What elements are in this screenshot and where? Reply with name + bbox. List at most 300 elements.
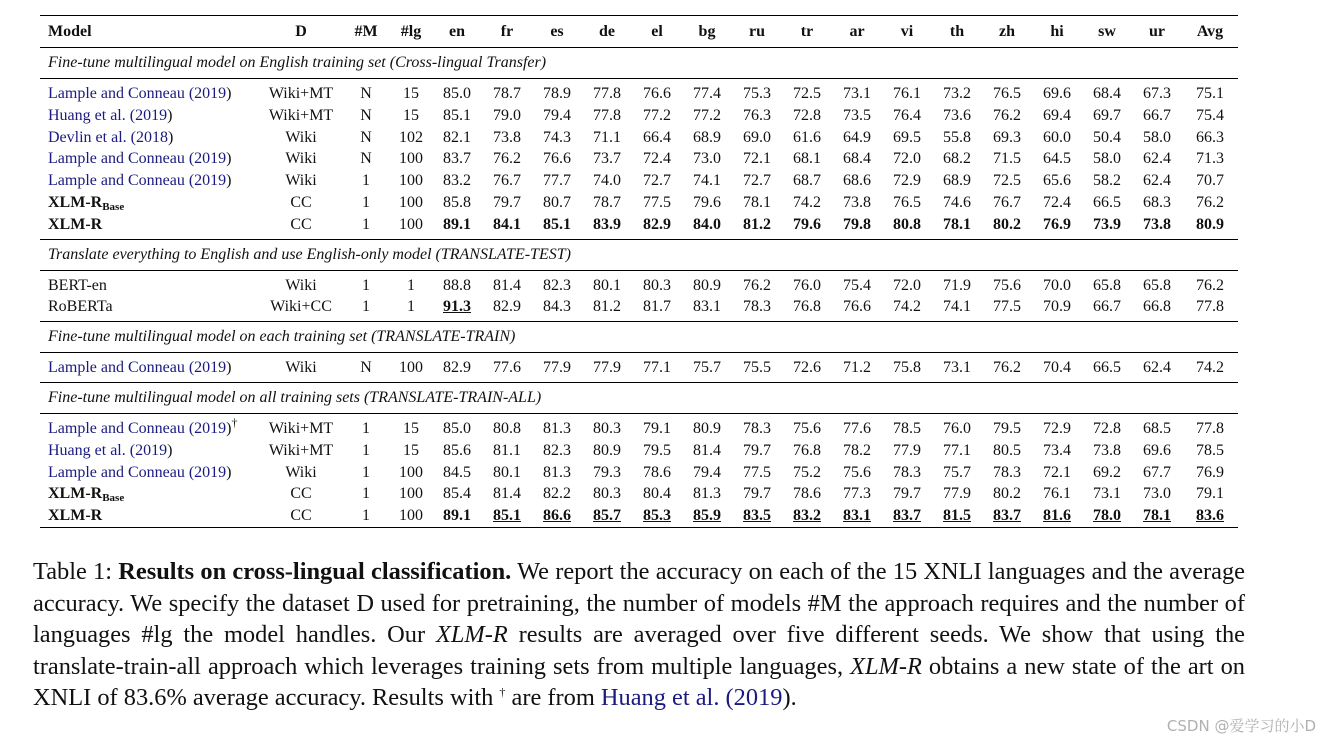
score-cell: 76.8 [782,296,832,321]
model-citation-link[interactable]: Devlin et al. (2018 [48,128,168,146]
score-cell: 62.4 [1143,172,1171,190]
table-row [40,127,1238,149]
score-cell: 74.6 [943,193,971,211]
score-cell: 78.2 [843,441,871,459]
model-name: Lample and Conneau [48,463,185,481]
score-cell: 91.3 [432,296,482,321]
citation-year: 2019 [135,106,168,124]
table-row [40,483,1238,505]
score-cell: 85.9 [682,505,732,527]
model-citation-link[interactable]: Huang et al. (2019 [48,441,168,459]
score-cell: 82.3 [543,276,571,294]
score-cell: 81.2 [732,214,782,239]
score-cell: 80.9 [693,419,721,437]
score-cell: 62.4 [1143,150,1171,168]
score-cell: 84.0 [682,214,732,239]
score-cell: 75.2 [793,463,821,481]
meta-cell: 100 [390,214,432,239]
score-cell: 76.0 [793,276,821,294]
score-cell: 66.7 [1143,106,1171,124]
score-cell: 68.7 [793,172,821,190]
citation-year: 2018 [135,128,168,146]
score-cell: 78.3 [893,463,921,481]
score-cell: 78.7 [493,85,521,102]
score-cell: 73.8 [843,193,871,211]
score-cell: 82.3 [543,441,571,459]
score-cell: 79.1 [1196,485,1224,503]
score-cell: 69.7 [1093,106,1121,124]
meta-cell: Wiki [285,172,317,190]
section-header-row [40,382,1238,413]
section-title: Translate everything to English and use English-only model (TRANSLATE-TEST) [40,239,1238,270]
score-cell: 72.8 [1093,419,1121,437]
score-cell: 81.2 [582,296,632,321]
score-cell: 76.5 [993,85,1021,102]
model-citation-link[interactable]: Lample and Conneau (2019 [48,172,227,190]
score-cell: 82.2 [543,485,571,503]
score-cell: 80.2 [982,214,1032,239]
score-cell: 76.7 [993,193,1021,211]
score-cell: 81.4 [693,441,721,459]
meta-cell: CC [260,505,342,527]
column-header: #lg [390,16,432,48]
score-cell: 76.2 [1196,276,1224,294]
meta-cell: 100 [390,505,432,527]
model-name-cell: Huang et al. (2019) [48,441,173,459]
score-cell: 83.7 [882,505,932,527]
score-cell: 79.4 [543,106,571,124]
score-cell: 76.2 [493,150,521,168]
meta-cell: N [360,128,372,146]
score-cell: 64.5 [1043,150,1071,168]
model-name: XLM-R [48,215,103,233]
score-cell: 73.8 [493,128,521,146]
score-cell: 66.5 [1093,193,1121,211]
score-cell: 80.9 [593,441,621,459]
section-title: Fine-tune multilingual model on all training sets (TRANSLATE-TRAIN-ALL) [40,382,1238,413]
score-cell: 70.4 [1032,353,1082,383]
score-cell: 75.7 [682,353,732,383]
score-cell: 80.5 [993,441,1021,459]
column-header: Avg [1182,16,1238,48]
score-cell: 72.7 [643,172,671,190]
table-row [40,79,1238,105]
score-cell: 79.7 [743,441,771,459]
score-cell: 73.7 [593,150,621,168]
meta-cell: 15 [403,441,419,459]
score-cell: 78.6 [793,485,821,503]
score-cell: 78.0 [1082,505,1132,527]
score-cell: 68.9 [693,128,721,146]
column-header: ru [732,16,782,48]
score-cell: 73.4 [1043,441,1071,459]
score-cell: 76.4 [893,106,921,124]
column-header: el [632,16,682,48]
meta-cell: 1 [342,214,390,239]
table-row [40,170,1238,192]
model-name-cell: Lample and Conneau (2019) [48,463,232,481]
column-header: hi [1032,16,1082,48]
table-row [40,105,1238,127]
score-cell: 72.0 [893,276,921,294]
score-cell: 80.3 [643,276,671,294]
meta-cell: Wiki+MT [268,441,334,459]
score-cell: 84.5 [443,463,471,481]
score-cell: 77.5 [643,193,671,211]
score-cell: 82.9 [432,353,482,383]
score-cell: 70.9 [1032,296,1082,321]
model-name: Huang et al. [48,441,126,459]
score-cell: 69.2 [1093,463,1121,481]
score-cell: 62.4 [1132,353,1182,383]
meta-cell: 100 [390,353,432,383]
score-cell: 61.6 [793,128,821,146]
score-cell: 77.2 [643,106,671,124]
score-cell: 73.1 [843,85,871,102]
model-name-cell: Lample and Conneau (2019) [48,85,232,102]
score-cell: 76.9 [1196,463,1224,481]
meta-cell: Wiki [285,463,317,481]
model-name: Lample and Conneau [48,359,185,377]
results-table [40,15,1238,528]
section-title: Fine-tune multilingual model on English training set (Cross-lingual Transfer) [40,48,1238,79]
score-cell: 74.2 [882,296,932,321]
score-cell: 76.7 [493,172,521,190]
score-cell: 83.7 [443,150,471,168]
score-cell: 73.8 [1093,441,1121,459]
score-cell: 70.7 [1196,172,1224,190]
score-cell: 79.1 [643,419,671,437]
table-row [40,192,1238,214]
meta-cell: Wiki [285,128,317,146]
column-header: th [932,16,982,48]
score-cell: 72.7 [743,172,771,190]
meta-cell: Wiki+MT [268,419,334,437]
meta-cell: CC [290,193,312,211]
score-cell: 77.3 [843,485,871,503]
score-cell: 74.1 [693,172,721,190]
column-header: bg [682,16,732,48]
score-cell: 72.8 [793,106,821,124]
model-name-cell [40,214,260,239]
score-cell: 70.0 [1043,276,1071,294]
meta-cell: 1 [407,276,415,294]
score-cell: 85.4 [443,485,471,503]
score-cell: 73.0 [1143,485,1171,503]
score-cell: 78.9 [543,85,571,102]
table-row [40,440,1238,462]
score-cell: 78.1 [1132,505,1182,527]
score-cell: 72.4 [1043,193,1071,211]
meta-cell: 1 [362,485,370,503]
score-cell: 74.3 [543,128,571,146]
meta-cell: 1 [362,441,370,459]
model-citation-link[interactable]: Huang et al. (2019 [48,106,168,124]
score-cell: 79.4 [693,463,721,481]
score-cell: 76.6 [643,85,671,102]
score-cell: 75.7 [943,463,971,481]
score-cell: 65.8 [1093,276,1121,294]
column-header: Model [40,16,260,48]
score-cell: 76.2 [982,353,1032,383]
score-cell: 83.7 [982,505,1032,527]
score-cell: 69.6 [1043,85,1071,102]
score-cell: 76.1 [1043,485,1071,503]
score-cell: 81.6 [1032,505,1082,527]
model-name-cell: Lample and Conneau (2019) [40,353,260,383]
score-cell: 80.2 [993,485,1021,503]
score-cell: 76.5 [893,193,921,211]
score-cell: 81.4 [493,485,521,503]
score-cell: 80.9 [1182,214,1238,239]
model-name-cell [40,505,260,527]
score-cell: 79.0 [493,106,521,124]
score-cell: 64.9 [843,128,871,146]
model-citation-link[interactable]: Lample and Conneau (2019 [48,463,227,481]
score-cell: 67.3 [1143,85,1171,102]
caption-end: ). [782,684,797,712]
meta-cell: 100 [399,193,423,211]
model-name: BERT-en [48,276,107,294]
model-name: Devlin et al. [48,128,127,146]
score-cell: 78.1 [743,193,771,211]
caption-text-1: We report the accuracy on each of the 15 XNLI languages and the average accuracy. We specify the dataset D used for pretraining, the number of models #M the approach requires and the number of languages #lg the model handles. Our [33,558,1245,649]
score-cell: 83.2 [782,505,832,527]
score-cell: 75.3 [743,85,771,102]
column-header: ar [832,16,882,48]
score-cell: 72.9 [1043,419,1071,437]
meta-cell: 15 [403,85,419,102]
score-cell: 71.1 [593,128,621,146]
citation-year: 2019 [194,150,227,168]
score-cell: 76.9 [1032,214,1082,239]
score-cell: 80.3 [593,419,621,437]
score-cell: 69.3 [993,128,1021,146]
citation-year: 2019 [733,684,783,712]
score-cell: 73.8 [1132,214,1182,239]
score-cell: 68.4 [843,150,871,168]
model-name: Huang et al. [48,106,126,124]
column-header: #M [342,16,390,48]
table-header-row [40,16,1238,48]
column-header: vi [882,16,932,48]
score-cell: 71.3 [1196,150,1224,168]
score-cell: 84.3 [532,296,582,321]
score-cell: 76.2 [743,276,771,294]
column-header: es [532,16,582,48]
score-cell: 77.1 [943,441,971,459]
score-cell: 73.1 [1093,485,1121,503]
section-title: Fine-tune multilingual model on each training set (TRANSLATE-TRAIN) [40,322,1238,353]
score-cell: 74.1 [932,296,982,321]
table-row [40,214,1238,239]
model-name: RoBERTa [48,298,113,316]
citation-year: 2019 [135,441,168,459]
model-name: Lample and Conneau [48,172,185,190]
score-cell: 69.5 [893,128,921,146]
score-cell: 79.7 [893,485,921,503]
model-subscript: Base [102,492,125,505]
score-cell: 72.5 [793,85,821,102]
caption-dagger: † [499,685,506,700]
score-cell: 68.1 [793,150,821,168]
score-cell: 77.6 [843,419,871,437]
model-name: Lample and Conneau [48,419,185,437]
score-cell: 78.5 [893,419,921,437]
column-header: sw [1082,16,1132,48]
score-cell: 85.1 [532,214,582,239]
score-cell: 78.3 [993,463,1021,481]
table-row [40,296,1238,321]
score-cell: 88.8 [443,276,471,294]
score-cell: 74.0 [593,172,621,190]
citation-name: Huang et al. [600,684,720,712]
meta-cell: 15 [403,106,419,124]
score-cell: 82.1 [443,128,471,146]
meta-cell: 1 [362,463,370,481]
meta-cell: N [360,85,372,102]
score-cell: 68.4 [1093,85,1121,102]
score-cell: 82.9 [482,296,532,321]
score-cell: 81.4 [493,276,521,294]
score-cell: 66.5 [1082,353,1132,383]
meta-cell: CC [260,214,342,239]
model-name: Lample and Conneau [48,150,185,168]
score-cell: 66.3 [1196,128,1224,146]
score-cell: 80.4 [643,485,671,503]
score-cell: 81.1 [493,441,521,459]
score-cell: 60.0 [1043,128,1071,146]
score-cell: 68.3 [1143,193,1171,211]
meta-cell: N [360,106,372,124]
caption-bold-title: Results on cross-lingual classification. [118,558,512,585]
score-cell: 68.5 [1143,419,1171,437]
score-cell: 71.9 [943,276,971,294]
meta-cell: 1 [390,296,432,321]
score-cell: 81.7 [632,296,682,321]
score-cell: 55.8 [943,128,971,146]
model-citation-link[interactable]: Lample and Conneau (2019 [48,150,227,168]
score-cell: 80.3 [593,485,621,503]
meta-cell: 100 [399,463,423,481]
score-cell: 77.7 [543,172,571,190]
caption-citation-link[interactable]: Huang et al. (2019 [600,684,783,712]
score-cell: 77.9 [582,353,632,383]
table-row [40,462,1238,484]
column-header: zh [982,16,1032,48]
score-cell: 73.5 [843,106,871,124]
score-cell: 75.4 [1196,106,1224,124]
section-header-row [40,239,1238,270]
score-cell: 72.1 [743,150,771,168]
score-cell: 78.6 [643,463,671,481]
score-cell: 77.8 [1182,296,1238,321]
meta-cell: 1 [342,505,390,527]
column-header: fr [482,16,532,48]
score-cell: 83.9 [582,214,632,239]
score-cell: 80.1 [593,276,621,294]
score-cell: 73.0 [693,150,721,168]
score-cell: 83.2 [443,172,471,190]
column-header: tr [782,16,832,48]
model-name: Lample and Conneau [48,85,185,102]
score-cell: 81.5 [932,505,982,527]
meta-cell: Wiki+MT [268,85,334,102]
score-cell: 78.5 [1196,441,1224,459]
score-cell: 79.6 [693,193,721,211]
score-cell: 77.1 [632,353,682,383]
column-header: de [582,16,632,48]
score-cell: 66.8 [1132,296,1182,321]
model-name: XLM-R [48,507,103,525]
score-cell: 75.8 [882,353,932,383]
meta-cell: Wiki [285,150,317,168]
score-cell: 69.4 [1043,106,1071,124]
score-cell: 76.2 [1196,193,1224,211]
score-cell: 66.4 [643,128,671,146]
score-cell: 67.7 [1143,463,1171,481]
score-cell: 74.2 [793,193,821,211]
caption-text-3: obtains a new state of the art on XNLI of 83.6% average accuracy. Results with [33,652,1245,712]
meta-cell: Wiki+MT [268,106,334,124]
score-cell: 75.1 [1196,85,1224,102]
score-cell: 85.8 [443,193,471,211]
score-cell: 72.6 [782,353,832,383]
model-citation-link[interactable]: Lample and Conneau (2019 [48,359,227,377]
score-cell: 76.2 [993,106,1021,124]
score-cell: 85.7 [582,505,632,527]
meta-cell: Wiki+CC [260,296,342,321]
score-cell: 72.5 [993,172,1021,190]
meta-cell: CC [290,485,312,503]
score-cell: 80.1 [493,463,521,481]
model-name-cell: Huang et al. (2019) [48,106,173,124]
score-cell: 85.6 [443,441,471,459]
score-cell: 72.0 [893,150,921,168]
citation-year: 2019 [194,359,227,377]
model-name: XLM-R [48,193,103,211]
score-cell: 79.5 [643,441,671,459]
score-cell: 72.9 [893,172,921,190]
score-cell: 81.3 [693,485,721,503]
score-cell: 73.9 [1082,214,1132,239]
score-cell: 85.1 [482,505,532,527]
score-cell: 85.0 [443,85,471,102]
score-cell: 69.6 [1143,441,1171,459]
score-cell: 79.5 [993,419,1021,437]
score-cell: 75.6 [993,276,1021,294]
table-body [40,48,1238,528]
model-citation-link[interactable]: Lample and Conneau (2019 [48,419,227,437]
score-cell: 83.6 [1182,505,1238,527]
score-cell: 77.8 [593,106,621,124]
meta-cell: 100 [399,172,423,190]
score-cell: 75.6 [793,419,821,437]
score-cell: 65.8 [1143,276,1171,294]
score-cell: 77.4 [693,85,721,102]
citation-year: 2019 [194,463,227,481]
score-cell: 79.8 [832,214,882,239]
score-cell: 68.2 [943,150,971,168]
table-row [40,353,1238,383]
score-cell: 73.6 [943,106,971,124]
section-header-row [40,48,1238,79]
column-header: ur [1132,16,1182,48]
score-cell: 68.9 [943,172,971,190]
model-citation-link[interactable]: Lample and Conneau (2019 [48,85,227,102]
score-cell: 79.6 [782,214,832,239]
model-name-cell: Lample and Conneau (2019) [48,172,232,190]
